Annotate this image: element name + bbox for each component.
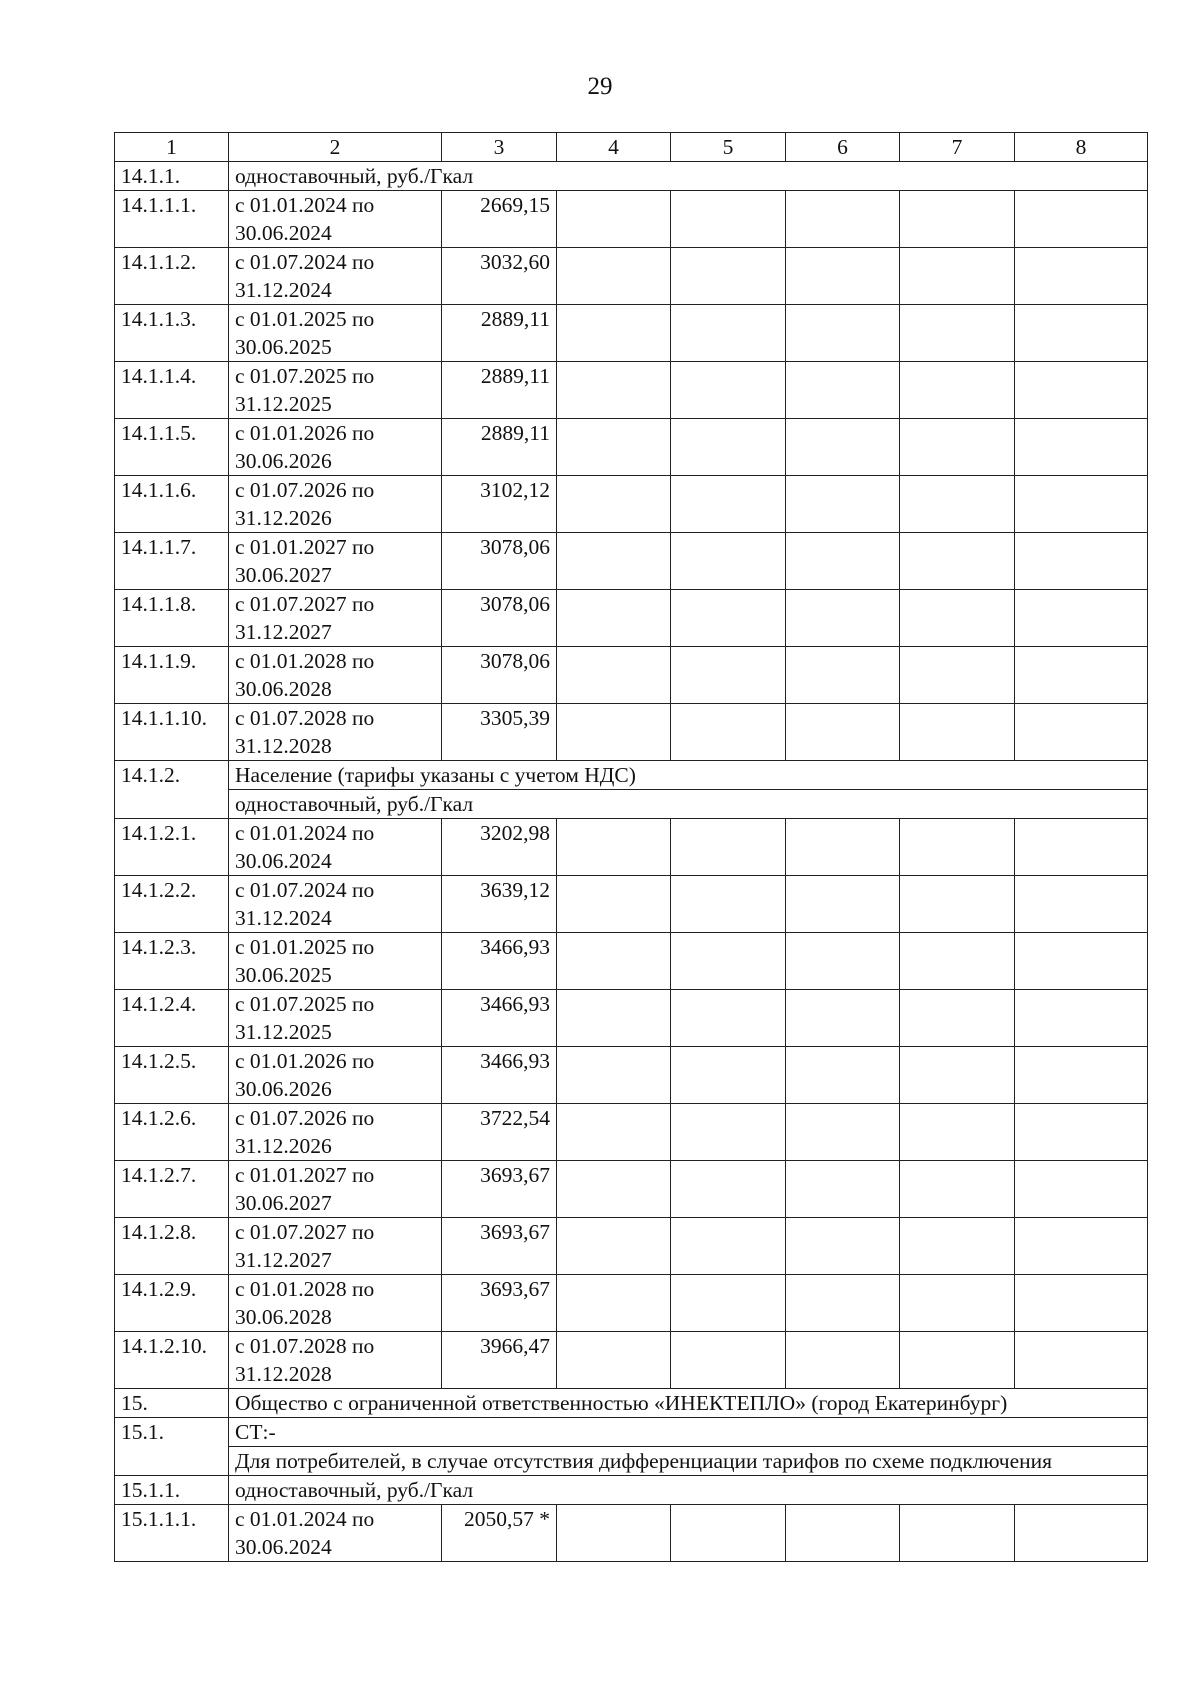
tariff-value: 3966,47	[442, 1332, 557, 1389]
period-start: с 01.07.2024 по	[235, 878, 375, 902]
item-number: 14.1.1.10.	[115, 704, 229, 761]
period-start: с 01.01.2027 по	[235, 1163, 375, 1187]
tariff-row	[115, 1047, 1148, 1104]
section-heading-row	[115, 162, 1148, 191]
empty-cell	[900, 704, 1015, 761]
empty-cell	[900, 1505, 1015, 1562]
period-start: с 01.01.2028 по	[235, 1277, 375, 1301]
empty-cell	[786, 819, 900, 876]
tariff-value: 2669,15	[442, 191, 557, 248]
column-number: 8	[1015, 133, 1148, 162]
empty-cell	[671, 1161, 786, 1218]
item-number: 15.1.1.	[115, 1476, 229, 1505]
period-cell	[229, 990, 442, 1047]
empty-cell	[786, 533, 900, 590]
empty-cell	[1015, 362, 1148, 419]
empty-cell	[557, 1161, 671, 1218]
tariff-value: 3466,93	[442, 990, 557, 1047]
column-number: 5	[671, 133, 786, 162]
empty-cell	[671, 933, 786, 990]
period-start: с 01.07.2027 по	[235, 592, 375, 616]
empty-cell	[557, 533, 671, 590]
empty-cell	[1015, 305, 1148, 362]
tariff-row	[115, 305, 1148, 362]
item-number: 14.1.1.4.	[115, 362, 229, 419]
empty-cell	[671, 1218, 786, 1275]
tariff-row	[115, 1275, 1148, 1332]
empty-cell	[557, 1104, 671, 1161]
empty-cell	[786, 990, 900, 1047]
empty-cell	[900, 1275, 1015, 1332]
period-end: 31.12.2028	[235, 734, 332, 758]
section-subheading-row	[115, 790, 1148, 819]
empty-cell	[1015, 248, 1148, 305]
empty-cell	[1015, 1332, 1148, 1389]
item-number: 14.1.2.	[115, 761, 229, 819]
item-number: 14.1.2.5.	[115, 1047, 229, 1104]
period-cell	[229, 191, 442, 248]
empty-cell	[1015, 1161, 1148, 1218]
period-end: 30.06.2027	[235, 1191, 332, 1215]
empty-cell	[557, 305, 671, 362]
item-number: 15.1.	[115, 1418, 229, 1476]
period-end: 31.12.2025	[235, 392, 332, 416]
item-number: 14.1.1.3.	[115, 305, 229, 362]
empty-cell	[1015, 476, 1148, 533]
item-number: 14.1.2.3.	[115, 933, 229, 990]
period-start: с 01.01.2024 по	[235, 193, 375, 217]
empty-cell	[786, 704, 900, 761]
period-cell	[229, 1047, 442, 1104]
empty-cell	[1015, 533, 1148, 590]
empty-cell	[671, 1275, 786, 1332]
tariff-row	[115, 1104, 1148, 1161]
section-heading: одноставочный, руб./Гкал	[229, 162, 1148, 191]
tariff-value: 2889,11	[442, 419, 557, 476]
period-end: 30.06.2024	[235, 1535, 332, 1559]
tariff-row	[115, 704, 1148, 761]
period-end: 30.06.2027	[235, 563, 332, 587]
empty-cell	[1015, 590, 1148, 647]
period-start: с 01.07.2026 по	[235, 1106, 375, 1130]
period-end: 31.12.2024	[235, 278, 332, 302]
empty-cell	[671, 533, 786, 590]
period-cell	[229, 362, 442, 419]
empty-cell	[557, 419, 671, 476]
period-cell	[229, 1104, 442, 1161]
period-start: с 01.01.2028 по	[235, 649, 375, 673]
item-number: 14.1.2.2.	[115, 876, 229, 933]
section-heading-row	[115, 1418, 1148, 1447]
column-number: 1	[115, 133, 229, 162]
empty-cell	[557, 1047, 671, 1104]
section-heading-row	[115, 1389, 1148, 1418]
empty-cell	[1015, 647, 1148, 704]
period-end: 31.12.2024	[235, 906, 332, 930]
period-end: 31.12.2026	[235, 1134, 332, 1158]
item-number: 14.1.1.	[115, 162, 229, 191]
tariff-value: 3202,98	[442, 819, 557, 876]
period-cell	[229, 305, 442, 362]
tariff-value: 3466,93	[442, 1047, 557, 1104]
empty-cell	[786, 1161, 900, 1218]
empty-cell	[1015, 1505, 1148, 1562]
empty-cell	[786, 933, 900, 990]
tariff-value: 3078,06	[442, 647, 557, 704]
period-end: 31.12.2025	[235, 1020, 332, 1044]
period-start: с 01.01.2026 по	[235, 1049, 375, 1073]
period-end: 30.06.2024	[235, 221, 332, 245]
empty-cell	[671, 819, 786, 876]
empty-cell	[900, 647, 1015, 704]
tariff-row	[115, 533, 1148, 590]
empty-cell	[1015, 876, 1148, 933]
empty-cell	[900, 1161, 1015, 1218]
empty-cell	[557, 647, 671, 704]
empty-cell	[557, 1275, 671, 1332]
empty-cell	[557, 590, 671, 647]
column-number: 7	[900, 133, 1015, 162]
tariff-value: 2050,57 *	[442, 1505, 557, 1562]
period-start: с 01.07.2028 по	[235, 1334, 375, 1358]
item-number: 14.1.1.9.	[115, 647, 229, 704]
period-end: 31.12.2027	[235, 620, 332, 644]
item-number: 14.1.2.4.	[115, 990, 229, 1047]
tariff-value: 2889,11	[442, 362, 557, 419]
empty-cell	[671, 305, 786, 362]
period-start: с 01.07.2028 по	[235, 706, 375, 730]
empty-cell	[671, 476, 786, 533]
empty-cell	[671, 191, 786, 248]
tariff-row	[115, 362, 1148, 419]
tariff-row	[115, 476, 1148, 533]
item-number: 14.1.1.8.	[115, 590, 229, 647]
period-end: 30.06.2024	[235, 849, 332, 873]
item-number: 14.1.2.6.	[115, 1104, 229, 1161]
tariff-value: 3078,06	[442, 533, 557, 590]
period-cell	[229, 533, 442, 590]
empty-cell	[671, 876, 786, 933]
empty-cell	[900, 305, 1015, 362]
empty-cell	[1015, 419, 1148, 476]
item-number: 14.1.1.1.	[115, 191, 229, 248]
empty-cell	[786, 419, 900, 476]
empty-cell	[557, 191, 671, 248]
period-cell	[229, 819, 442, 876]
empty-cell	[557, 1218, 671, 1275]
empty-cell	[1015, 933, 1148, 990]
tariff-row	[115, 933, 1148, 990]
period-cell	[229, 876, 442, 933]
column-number: 3	[442, 133, 557, 162]
page-number: 29	[587, 73, 613, 100]
empty-cell	[900, 819, 1015, 876]
empty-cell	[900, 876, 1015, 933]
empty-cell	[671, 1047, 786, 1104]
item-number: 14.1.1.5.	[115, 419, 229, 476]
item-number: 15.	[115, 1389, 229, 1418]
empty-cell	[1015, 1047, 1148, 1104]
period-end: 31.12.2027	[235, 1248, 332, 1272]
empty-cell	[900, 990, 1015, 1047]
section-subheading: одноставочный, руб./Гкал	[229, 790, 1148, 819]
tariff-row	[115, 1161, 1148, 1218]
period-start: с 01.07.2027 по	[235, 1220, 375, 1244]
period-end: 30.06.2028	[235, 677, 332, 701]
empty-cell	[671, 362, 786, 419]
tariff-value: 3078,06	[442, 590, 557, 647]
empty-cell	[900, 248, 1015, 305]
empty-cell	[557, 362, 671, 419]
empty-cell	[786, 191, 900, 248]
period-start: с 01.01.2024 по	[235, 821, 375, 845]
empty-cell	[786, 1332, 900, 1389]
empty-cell	[786, 590, 900, 647]
section-heading: Население (тарифы указаны с учетом НДС)	[229, 761, 1148, 790]
empty-cell	[557, 876, 671, 933]
period-end: 30.06.2025	[235, 335, 332, 359]
period-cell	[229, 419, 442, 476]
empty-cell	[900, 362, 1015, 419]
item-number: 14.1.2.8.	[115, 1218, 229, 1275]
tariff-value: 3693,67	[442, 1161, 557, 1218]
item-number: 14.1.1.7.	[115, 533, 229, 590]
empty-cell	[671, 704, 786, 761]
empty-cell	[1015, 191, 1148, 248]
period-cell	[229, 1332, 442, 1389]
item-number: 14.1.2.9.	[115, 1275, 229, 1332]
empty-cell	[557, 933, 671, 990]
period-cell	[229, 476, 442, 533]
empty-cell	[557, 1332, 671, 1389]
tariff-row	[115, 590, 1148, 647]
section-heading: Общество с ограниченной ответственностью «ИНЕКТЕПЛО» (город Екатеринбург)	[229, 1389, 1148, 1418]
empty-cell	[1015, 1218, 1148, 1275]
empty-cell	[900, 419, 1015, 476]
period-start: с 01.01.2025 по	[235, 307, 375, 331]
tariff-row	[115, 1332, 1148, 1389]
period-cell	[229, 248, 442, 305]
period-start: с 01.07.2026 по	[235, 478, 375, 502]
empty-cell	[671, 590, 786, 647]
period-cell	[229, 1505, 442, 1562]
tariff-value: 3102,12	[442, 476, 557, 533]
empty-cell	[1015, 1275, 1148, 1332]
tariff-table	[114, 132, 1148, 1562]
item-number: 14.1.1.6.	[115, 476, 229, 533]
tariff-value: 3466,93	[442, 933, 557, 990]
tariff-row	[115, 248, 1148, 305]
empty-cell	[786, 248, 900, 305]
empty-cell	[900, 1218, 1015, 1275]
tariff-row	[115, 419, 1148, 476]
empty-cell	[671, 419, 786, 476]
column-number: 2	[229, 133, 442, 162]
period-cell	[229, 1161, 442, 1218]
empty-cell	[557, 1505, 671, 1562]
period-cell	[229, 1275, 442, 1332]
tariff-value: 2889,11	[442, 305, 557, 362]
tariff-value: 3032,60	[442, 248, 557, 305]
empty-cell	[557, 819, 671, 876]
empty-cell	[900, 1104, 1015, 1161]
empty-cell	[1015, 990, 1148, 1047]
column-number-row	[115, 133, 1148, 162]
period-start: с 01.07.2024 по	[235, 250, 375, 274]
empty-cell	[671, 990, 786, 1047]
empty-cell	[786, 1104, 900, 1161]
empty-cell	[900, 590, 1015, 647]
empty-cell	[900, 1332, 1015, 1389]
column-number: 6	[786, 133, 900, 162]
item-number: 14.1.1.2.	[115, 248, 229, 305]
empty-cell	[786, 362, 900, 419]
tariff-row	[115, 1505, 1148, 1562]
tariff-value: 3305,39	[442, 704, 557, 761]
empty-cell	[671, 647, 786, 704]
tariff-row	[115, 191, 1148, 248]
empty-cell	[900, 476, 1015, 533]
empty-cell	[786, 1505, 900, 1562]
empty-cell	[900, 1047, 1015, 1104]
period-end: 31.12.2028	[235, 1362, 332, 1386]
period-cell	[229, 647, 442, 704]
empty-cell	[900, 533, 1015, 590]
period-start: с 01.01.2025 по	[235, 935, 375, 959]
empty-cell	[671, 1104, 786, 1161]
period-cell	[229, 933, 442, 990]
empty-cell	[1015, 1104, 1148, 1161]
period-cell	[229, 1218, 442, 1275]
empty-cell	[900, 191, 1015, 248]
empty-cell	[786, 1218, 900, 1275]
tariff-value: 3693,67	[442, 1275, 557, 1332]
period-end: 30.06.2028	[235, 1305, 332, 1329]
item-number: 14.1.2.7.	[115, 1161, 229, 1218]
empty-cell	[557, 476, 671, 533]
empty-cell	[786, 476, 900, 533]
tariff-row	[115, 1218, 1148, 1275]
empty-cell	[786, 1275, 900, 1332]
tariff-row	[115, 990, 1148, 1047]
empty-cell	[557, 990, 671, 1047]
section-subheading-row	[115, 1447, 1148, 1476]
item-number: 14.1.2.10.	[115, 1332, 229, 1389]
section-subheading: Для потребителей, в случае отсутствия дифференциации тарифов по схеме подключения	[229, 1447, 1148, 1476]
period-cell	[229, 590, 442, 647]
empty-cell	[557, 704, 671, 761]
empty-cell	[1015, 704, 1148, 761]
tariff-row	[115, 819, 1148, 876]
empty-cell	[671, 1332, 786, 1389]
item-number: 14.1.2.1.	[115, 819, 229, 876]
period-end: 30.06.2026	[235, 449, 332, 473]
empty-cell	[786, 876, 900, 933]
tariff-row	[115, 876, 1148, 933]
period-start: с 01.01.2024 по	[235, 1507, 375, 1531]
period-start: с 01.01.2026 по	[235, 421, 375, 445]
empty-cell	[786, 1047, 900, 1104]
empty-cell	[671, 1505, 786, 1562]
period-start: с 01.07.2025 по	[235, 364, 375, 388]
empty-cell	[900, 933, 1015, 990]
tariff-value: 3722,54	[442, 1104, 557, 1161]
column-number: 4	[557, 133, 671, 162]
period-start: с 01.07.2025 по	[235, 992, 375, 1016]
section-heading: одноставочный, руб./Гкал	[229, 1476, 1148, 1505]
period-cell	[229, 704, 442, 761]
section-heading-row	[115, 1476, 1148, 1505]
period-start: с 01.01.2027 по	[235, 535, 375, 559]
section-heading-row	[115, 761, 1148, 790]
empty-cell	[786, 647, 900, 704]
item-number: 15.1.1.1.	[115, 1505, 229, 1562]
tariff-value: 3693,67	[442, 1218, 557, 1275]
tariff-value: 3639,12	[442, 876, 557, 933]
empty-cell	[557, 248, 671, 305]
tariff-row	[115, 647, 1148, 704]
empty-cell	[786, 305, 900, 362]
empty-cell	[671, 248, 786, 305]
period-end: 30.06.2026	[235, 1077, 332, 1101]
section-heading: СТ:-	[229, 1418, 1148, 1447]
empty-cell	[1015, 819, 1148, 876]
period-end: 30.06.2025	[235, 963, 332, 987]
period-end: 31.12.2026	[235, 506, 332, 530]
